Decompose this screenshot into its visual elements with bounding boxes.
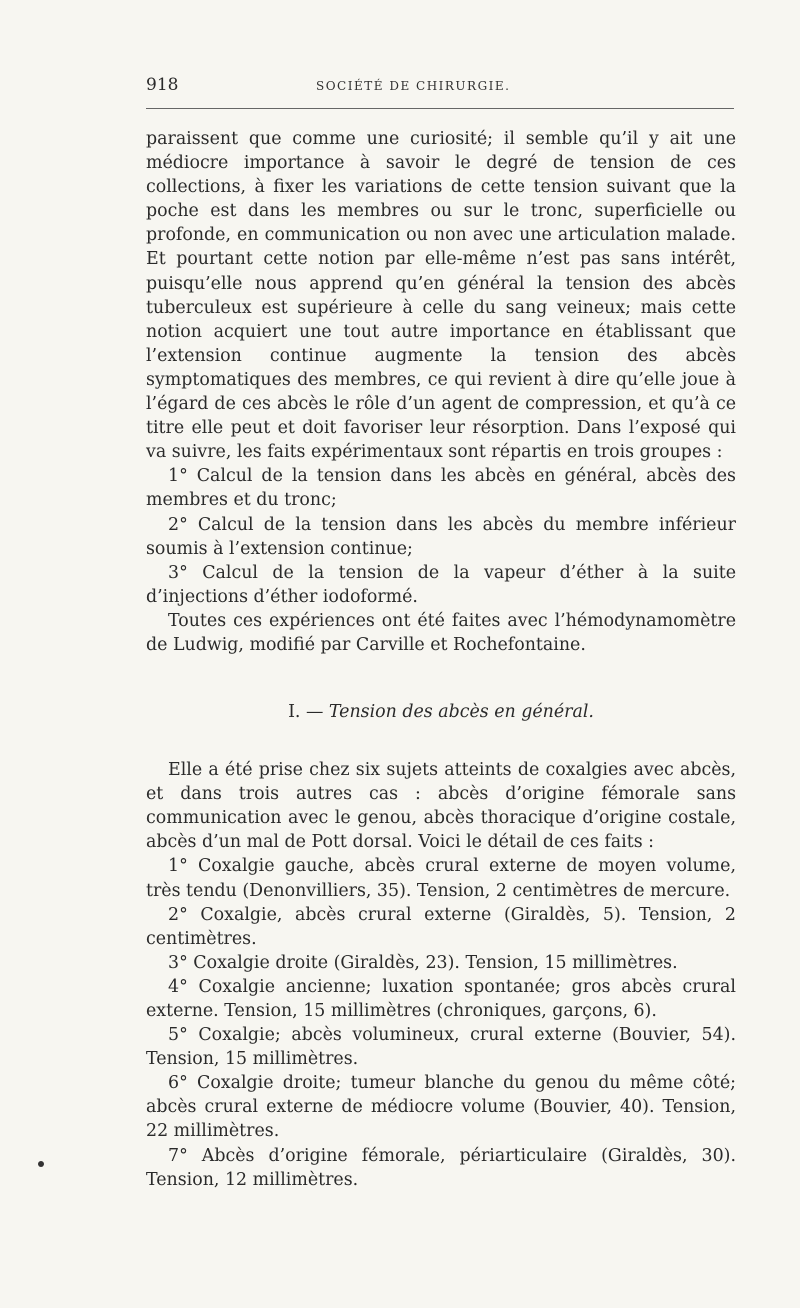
case-item: 5° Coxalgie; abcès volumineux, crural externe (Bouvier, 54). Tension, 15 millimètres. — [146, 1025, 736, 1070]
book-page — [146, 74, 736, 1192]
body-text — [146, 127, 736, 1192]
case-item: 3° Coxalgie droite (Giraldès, 23). Tension, 15 millimètres. — [168, 952, 678, 973]
group-item: 2° Calcul de la tension dans les abcès du membre inférieur soumis à l’extension continue; — [146, 514, 736, 559]
case-item: 4° Coxalgie ancienne; luxation spontanée; gros abcès crural externe. Tension, 15 millimètres (chroniques, garçons, 6). — [146, 976, 736, 1021]
section-number: I. — — [288, 702, 324, 723]
case-item: 6° Coxalgie droite; tumeur blanche du genou du même côté; abcès crural externe de médiocre volume (Bouvier, 40). Tension, 22 millimètres. — [146, 1073, 736, 1142]
case-item: 1° Coxalgie gauche, abcès crural externe de moyen volume, très tendu (Denonvilliers, 35). Tension, 2 centimètres de mercure. — [146, 856, 736, 901]
header-rule — [146, 108, 734, 109]
section-paragraph: Elle a été prise chez six sujets atteints de coxalgies avec abcès, et dans trois autres cas : abcès d’origine fémorale sans communication avec le genou, abcès thoracique d’origine costale, abcès d’un mal de Pott dorsal. Voici le détail de ces faits : — [146, 760, 736, 853]
running-head — [146, 74, 736, 97]
closing-paragraph: Toutes ces expériences ont été faites avec l’hémodynamomètre de Ludwig, modifié par Carville et Rochefontaine. — [146, 610, 736, 655]
intro-paragraph: paraissent que comme une curiosité; il semble qu’il y ait une médiocre importance à savoir le degré de tension de ces collections, à fixer les variations de cette tension suivant que la poche est dans les membres ou sur le tronc, superficielle ou profonde, en communication ou non avec une articulation malade. Et pourtant cette notion par elle-même n’est pas sans intérêt, puisqu’elle nous apprend qu’en général la tension des abcès tuberculeux est supérieure à celle du sang veineux; mais cette notion acquiert une tout autre importance en établissant que l’extension continue augmente la tension des abcès symptomatiques des membres, ce qui revient à dire qu’elle joue à l’égard de ces abcès le rôle d’un agent de compression, et qu’à ce titre elle peut et doit favoriser leur résorption. Dans l’exposé qui va suivre, les faits expérimentaux sont répartis en trois groupes : — [146, 129, 736, 463]
section-title: Tension des abcès en général. — [328, 702, 594, 723]
page-number: 918 — [146, 75, 179, 95]
margin-dot — [38, 1161, 44, 1167]
case-item: 2° Coxalgie, abcès crural externe (Giraldès, 5). Tension, 2 centimètres. — [146, 904, 736, 949]
group-item: 3° Calcul de la tension de la vapeur d’éther à la suite d’injections d’éther iodoformé. — [146, 562, 736, 607]
group-item: 1° Calcul de la tension dans les abcès en général, abcès des membres et du tronc; — [146, 466, 736, 511]
section-heading — [146, 700, 736, 724]
running-title: SOCIÉTÉ DE CHIRURGIE. — [316, 79, 511, 93]
case-item: 7° Abcès d’origine fémorale, périarticulaire (Giraldès, 30). Tension, 12 millimètres. — [146, 1145, 736, 1190]
